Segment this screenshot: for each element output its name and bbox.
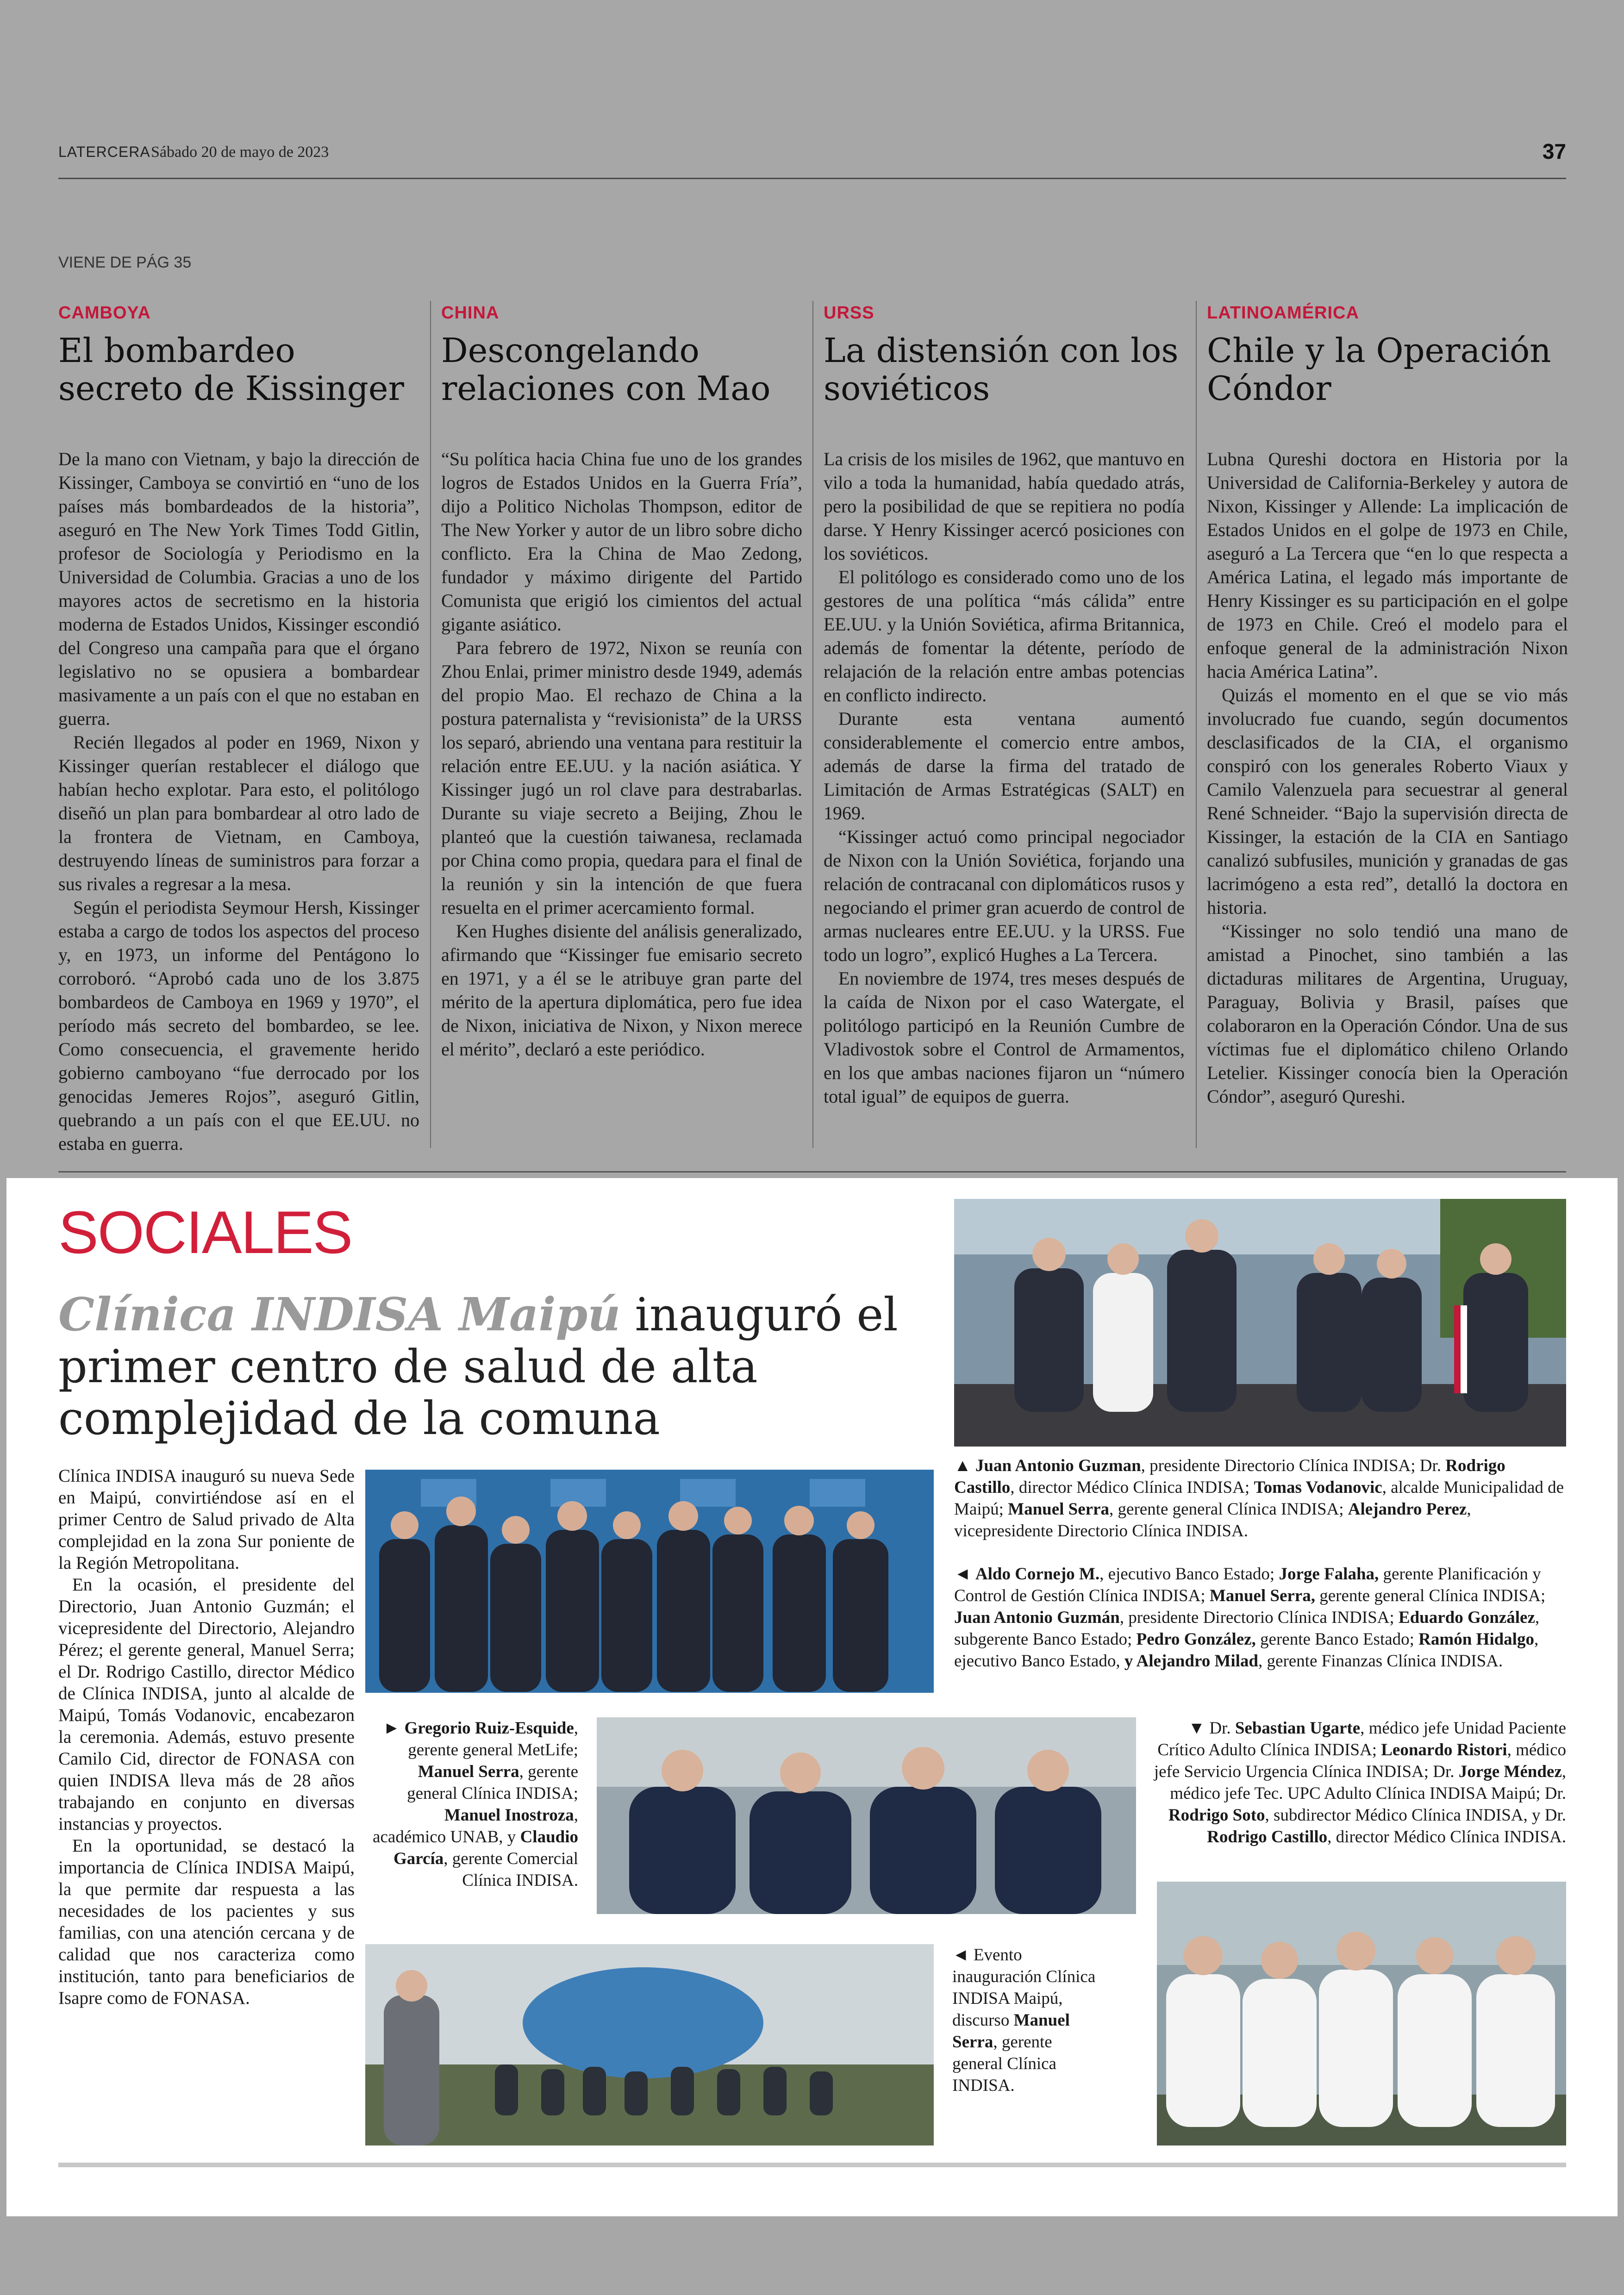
caption-four-men <box>372 1717 578 1891</box>
paragraph: Ken Hughes disiente del análisis generalizado, afirmando que “Kissinger fue emisario secreto en 1971, y a él se le atribuye gran parte del mérito de la apertura diplomática, pero fue idea de Nixon, iniciativa de Nixon, y Nixon merece el mérito”, declaró a este periódico. <box>441 921 802 1060</box>
caption-name: Ramón Hidalgo <box>1418 1630 1534 1649</box>
caption-name: Manuel Serra, <box>1209 1586 1315 1605</box>
caption-name: Manuel Serra <box>418 1762 519 1781</box>
headline-rest: inauguró el primer centro de salud de alta complejidad de la comuna <box>58 1289 898 1445</box>
caption-text: , gerente general MetLife; <box>408 1719 578 1759</box>
paragraph: De la mano con Vietnam, y bajo la dirección de Kissinger, Camboya se convirtió en “uno de los países más bombardeados de la historia”, aseguró en The New York Times Todd Gitlin, profesor de Sociología y Periodismo en la Universidad de Columbia. Gracias a uno de los mayores actos de secretismo en la historia moderna de Estados Unidos, Kissinger escondió del Congreso una campaña para que el órgano legislativo no se opusiera a bombardear masivamente a un país con el que no estaban en guerra. <box>58 449 419 729</box>
section-divider <box>58 1171 1566 1172</box>
caption-name: Claudio García <box>394 1827 578 1868</box>
caption-name: Eduardo González <box>1398 1608 1535 1627</box>
bottom-divider <box>58 2163 1566 2167</box>
article-urss <box>824 301 1185 1148</box>
issue-date: Sábado 20 de mayo de 2023 <box>151 143 329 161</box>
photo-ribbon-ceremony-image <box>954 1199 1566 1447</box>
article-title: Chile y la Operación Cóndor <box>1207 331 1551 408</box>
caption-text: , gerente general Clínica INDISA; <box>1109 1500 1348 1519</box>
caption-text: , gerente Comercial Clínica INDISA. <box>443 1849 578 1890</box>
article-title: La distensión con los soviéticos <box>824 331 1179 408</box>
caption-text: , académico UNAB, y <box>373 1806 578 1846</box>
photo-four-men <box>597 1717 1136 1914</box>
photo-doctors-image <box>1157 1882 1566 2145</box>
paragraph: El politólogo es considerado como uno de los gestores de una política “más cálida” entre EE.UU. y la Unión Soviética, afirma Britannica, además de fomentar la détente, período de relajación de la relación entre ambas potencias en conflicto indirecto. <box>824 567 1185 705</box>
photo-four-men-image <box>597 1717 1136 1914</box>
caption-text: ◄ Evento inauguración Clínica INDISA Maipú, discurso <box>952 1946 1096 2030</box>
sociales-section <box>6 1178 1618 2216</box>
column-divider <box>430 301 431 1148</box>
paragraph: “Su política hacia China fue uno de los grandes logros de Estados Unidos en la Guerra Fría”, dijo a Politico Nicholas Thompson, editor de The New Yorker y autor de un libro sobre dicho conflicto. Era la China de Mao Zedong, fundador y máximo dirigente del Partido Comunista que erigió los cimientos del actual gigante asiático. <box>441 449 802 635</box>
caption-text: , ejecutivo Banco Estado, <box>954 1630 1539 1671</box>
caption-text: , vicepresidente Directorio Clínica INDISA. <box>954 1500 1471 1540</box>
caption-name: Sebastian Ugarte <box>1235 1719 1361 1738</box>
caption-text: ▼ Dr. <box>1188 1719 1235 1738</box>
caption-text: , presidente Directorio Clínica INDISA; <box>1119 1608 1399 1627</box>
photo-doctors <box>1157 1882 1566 2145</box>
article-body <box>1207 447 1568 1108</box>
photo-ribbon-ceremony <box>954 1199 1566 1447</box>
caption-name: Alejandro Perez <box>1348 1500 1467 1519</box>
photo-group-banner <box>365 1470 934 1693</box>
caption-name: Rodrigo Castillo <box>1207 1827 1328 1846</box>
paragraph: En la oportunidad, se destacó la importancia de Clínica INDISA Maipú, la que permite dar respuesta a las necesidades de los pacientes y sus familias, con una atención cercana y de calidad que nos caracteriza como institución, tanto para beneficiarios de Isapre como de FONASA. <box>58 1836 355 2008</box>
paragraph: Lubna Qureshi doctora en Historia por la Universidad de California-Berkeley y autora de Nixon, Kissinger y Allende: La implicación de Estados Unidos en el golpe de 1973 en Chile, aseguró a La Tercera que “en lo que respecta a América Latina, el legado más importante de Henry Kissinger es su participación en el golpe de 1973 en Chile. Creó el modelo para el enfoque general de la administración Nixon hacia América Latina”. <box>1207 449 1568 682</box>
paragraph: En la ocasión, el presidente del Directorio, Juan Antonio Guzmán; el vicepresidente del Directorio, Alejandro Pérez; el gerente general, Manuel Serra; el Dr. Rodrigo Castillo, director Médico de Clínica INDISA, junto al alcalde de Maipú, Tomás Vodanovic, encabezaron la ceremonia. Además, estuvo presente Camilo Cid, director de FONASA con quien INDISA lleva más de 28 años trabajando en conjunto en diversas instancias y proyectos. <box>58 1575 355 1834</box>
section-title: SOCIALES <box>58 1198 352 1266</box>
caption-name: Pedro González, <box>1136 1630 1256 1649</box>
paragraph: La crisis de los misiles de 1962, que mantuvo en vilo a toda la humanidad, había quedado atrás, pero la posibilidad de que se repitiera no podía darse. Y Henry Kissinger acercó posiciones con los soviéticos. <box>824 449 1185 564</box>
caption-name: Tomas Vodanovic <box>1254 1478 1382 1497</box>
caption-text: , subgerente Banco Estado; <box>954 1608 1540 1649</box>
caption-name: Jorge Falaha, <box>1279 1565 1379 1584</box>
photo-event-speech <box>365 1944 934 2145</box>
article-body <box>824 447 1185 1108</box>
caption-text: , ejecutivo Banco Estado; <box>1099 1565 1279 1584</box>
photo-group-banner-image <box>365 1470 934 1693</box>
article-china <box>441 301 802 1148</box>
article-camboya <box>58 301 419 1154</box>
caption-name: Manuel Serra <box>1008 1500 1110 1519</box>
page-number: 37 <box>1542 139 1566 163</box>
caption-event-speech <box>952 1944 1105 2096</box>
article-body <box>58 447 419 1155</box>
article-kicker: URSS <box>824 303 874 323</box>
caption-text: gerente general Clínica INDISA; <box>1315 1586 1546 1605</box>
article-title: El bombardeo secreto de Kissinger <box>58 331 404 408</box>
paragraph: Clínica INDISA inauguró su nueva Sede en Maipú, convirtiéndose así en el primer Centro de Salud privado de Alta complejidad en la zona Sur poniente de la Región Metropolitana. <box>58 1466 355 1573</box>
paragraph: Según el periodista Seymour Hersh, Kissinger estaba a cargo de todos los aspectos del proceso y, en 1973, un informe del Pentágono lo corroboró. “Aprobó cada uno de los 3.875 bombardeos de Camboya en 1969 y 1970”, el período más secreto del bombardeo, se lee. Como consecuencia, el gravemente herido gobierno camboyano “fue derrocado por los genocidas Jemeres Rojos”, aseguró Gitlin, quebrando a un país con el que EE.UU. no estaba en guerra. <box>58 897 419 1154</box>
paragraph: “Kissinger actuó como principal negociador de Nixon con la Unión Soviética, forjando una relación de contracanal con diplomáticos rusos y negociando el primer gran acuerdo de control de armas nucleares entre EE.UU. y la URSS. Fue todo un logro”, explicó Hughes a La Tercera. <box>824 826 1185 965</box>
caption-text: , médico jefe Servicio Urgencia Clínica INDISA; Dr. <box>1154 1740 1566 1781</box>
caption-text: , gerente general Clínica INDISA. <box>952 2033 1056 2095</box>
sociales-headline <box>58 1289 938 1445</box>
caption-text: , médico jefe Tec. UPC Adulto Clínica INDISA Maipú; Dr. <box>1170 1762 1566 1803</box>
headline-highlight: Clínica INDISA Maipú <box>58 1288 621 1341</box>
caption-text: gerente Banco Estado; <box>1255 1630 1419 1649</box>
caption-name: Rodrigo Castillo <box>954 1456 1505 1497</box>
column-divider <box>812 301 813 1148</box>
article-kicker: CHINA <box>441 303 500 323</box>
sociales-lead <box>58 1465 355 2009</box>
paragraph: Recién llegados al poder en 1969, Nixon y Kissinger querían restablecer el diálogo que habían hecho explotar. Para esto, el politólogo diseñó un plan para bombardear al otro lado de la frontera de Vietnam, en Camboya, destruyendo líneas de suministros para forzar a sus rivales a regresar a la mesa. <box>58 732 419 894</box>
continued-from-label: VIENE DE PÁG 35 <box>58 254 192 271</box>
caption-name: y Alejandro Milad <box>1124 1652 1259 1671</box>
caption-text: gerente Planificación y Control de Gestión Clínica INDISA; <box>954 1565 1541 1605</box>
caption-text: , presidente Directorio Clínica INDISA; Dr. <box>1141 1456 1446 1475</box>
caption-name: Gregorio Ruiz-Esquide <box>404 1719 574 1738</box>
article-kicker: LATINOAMÉRICA <box>1207 303 1359 323</box>
caption-name: Leonardo Ristori <box>1381 1740 1507 1759</box>
photo-event-speech-image <box>365 1944 934 2145</box>
caption-group-banner <box>954 1563 1566 1672</box>
caption-name: Juan Antonio Guzman <box>975 1456 1141 1475</box>
article-title: Descongelando relaciones con Mao <box>441 331 771 408</box>
caption-text: , gerente general Clínica INDISA; <box>407 1762 578 1803</box>
caption-name: Manuel Inostroza <box>444 1806 574 1825</box>
caption-text: , director Médico Clínica INDISA. <box>1327 1827 1566 1846</box>
caption-text: , subdirector Médico Clínica INDISA, y Dr. <box>1265 1806 1566 1825</box>
article-kicker: CAMBOYA <box>58 303 151 323</box>
caption-text: , médico jefe Unidad Paciente Crítico Adulto Clínica INDISA; <box>1157 1719 1566 1759</box>
caption-name: Jorge Méndez <box>1458 1762 1562 1781</box>
caption-name: Juan Antonio Guzmán <box>954 1608 1120 1627</box>
caption-text: , alcalde Municipalidad de Maipú; <box>954 1478 1564 1519</box>
caption-text: , gerente Finanzas Clínica INDISA. <box>1258 1652 1503 1671</box>
column-divider <box>1196 301 1197 1148</box>
caption-name: Rodrigo Soto <box>1168 1806 1265 1825</box>
caption-name: Aldo Cornejo M. <box>975 1565 1100 1584</box>
paragraph: Para febrero de 1972, Nixon se reunía con Zhou Enlai, primer ministro desde 1949, además del propio Mao. El rechazo de China a la postura paternalista y “revisionista” de la URSS los separó, abriendo una ventana para restituir la relación entre EE.UU. y la nación asiática. Y Kissinger jugó un rol clave para destrabarlas. Durante su viaje secreto a Beijing, Zhou le planteó que la cuestión taiwanesa, reclamada por China como propia, quedara para el final de la reunión y sin la intención de que fuera resuelta en el primer acercamiento formal. <box>441 637 802 918</box>
caption-name: Manuel Serra <box>952 2011 1070 2052</box>
paragraph: En noviembre de 1974, tres meses después de la caída de Nixon por el caso Watergate, el politólogo participó en la Reunión Cumbre de Vladivostok sobre el Control de Armamentos, en los que ambas naciones fijaron un “número total igual” de equipos de guerra. <box>824 968 1185 1107</box>
caption-doctors <box>1150 1717 1566 1848</box>
page-header <box>58 139 1566 179</box>
caption-text: ▲ <box>954 1456 975 1475</box>
article-latinoamerica <box>1207 301 1568 1148</box>
caption-ribbon-ceremony <box>954 1455 1566 1542</box>
paragraph: “Kissinger no solo tendió una mano de amistad a Pinochet, sino también a las dictaduras militares de Argentina, Uruguay, Paraguay, Bolivia y Brasil, países que colaboraron en la Operación Cóndor. Una de sus víctimas fue el diplomático chileno Orlando Letelier. Kissinger conocía bien la Operación Cóndor”, aseguró Qureshi. <box>1207 921 1568 1107</box>
paragraph: Durante esta ventana aumentó considerablemente el comercio entre ambos, además de darse la firma del tratado de Limitación de Armas Estratégicas (SALT) en 1969. <box>824 708 1185 823</box>
newspaper-brand: LATERCERA <box>58 143 150 160</box>
article-body <box>441 447 802 1061</box>
caption-text: ◄ <box>954 1565 975 1584</box>
paragraph: Quizás el momento en el que se vio más involucrado fue cuando, según documentos desclasificados de la CIA, el organismo conspiró con los generales Roberto Viaux y Camilo Valenzuela para secuestrar al general René Schneider. “Bajo la supervisión directa de Kissinger, la estación de la CIA en Santiago canalizó subfusiles, munición y granadas de gas lacrimógeno a esta red”, detalló la doctora en historia. <box>1207 685 1568 918</box>
caption-text: , director Médico Clínica INDISA; <box>1010 1478 1254 1497</box>
caption-text: ► <box>383 1719 405 1738</box>
